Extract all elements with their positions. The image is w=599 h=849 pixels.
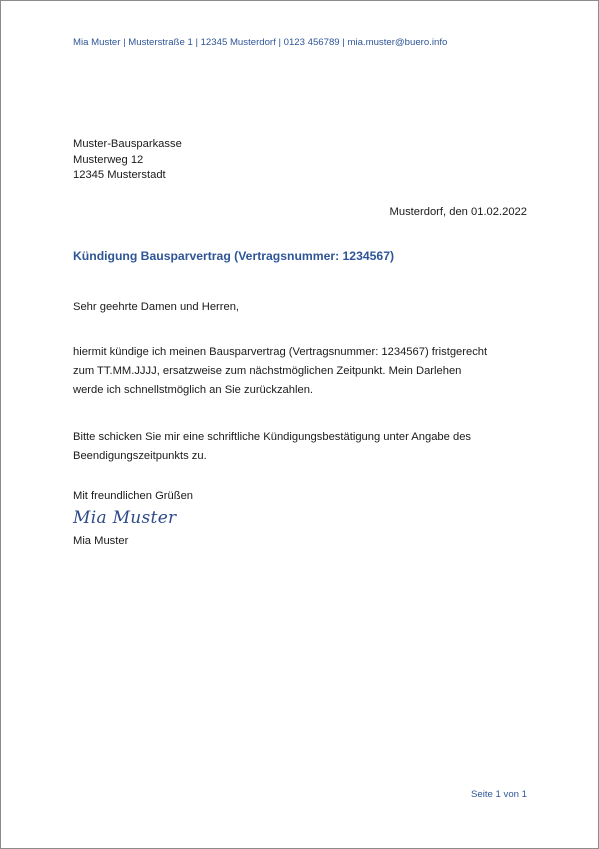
closing-phrase: Mit freundlichen Grüßen xyxy=(73,490,194,502)
salutation: Sehr geehrte Damen und Herren, xyxy=(73,301,240,313)
page-number: Seite 1 von 1 xyxy=(470,789,527,800)
recipient-line: Muster-Bausparkasse xyxy=(73,138,182,150)
recipient-line: Musterweg 12 xyxy=(73,153,144,166)
signer-name: Mia Muster xyxy=(73,535,129,547)
body-paragraph-2 xyxy=(73,428,471,466)
body-line: Beendigungszeitpunkts zu. xyxy=(73,450,207,462)
sender-header: Mia Muster | Musterstraße 1 | 12345 Musterdorf | 0123 456789 | mia.muster@buero.info xyxy=(73,37,448,48)
body-line: zum TT.MM.JJJJ, ersatzweise zum nächstmöglichen Zeitpunkt. Mein Darlehen xyxy=(73,365,462,377)
handwritten-signature: Mia Muster xyxy=(73,508,177,528)
place-date: Musterdorf, den 01.02.2022 xyxy=(389,206,527,218)
body-paragraph-1 xyxy=(73,343,487,400)
recipient-line: 12345 Musterstadt xyxy=(73,169,166,181)
subject-line: Kündigung Bausparvertrag (Vertragsnummer: 1234567) xyxy=(73,249,395,263)
body-line: werde ich schnellstmöglich an Sie zurückzahlen. xyxy=(73,384,314,396)
recipient-address xyxy=(73,137,182,184)
body-line: hiermit kündige ich meinen Bausparvertrag (Vertragsnummer: 1234567) fristgerecht xyxy=(73,346,488,358)
body-line: Bitte schicken Sie mir eine schriftliche Kündigungsbestätigung unter Angabe des xyxy=(73,431,472,443)
